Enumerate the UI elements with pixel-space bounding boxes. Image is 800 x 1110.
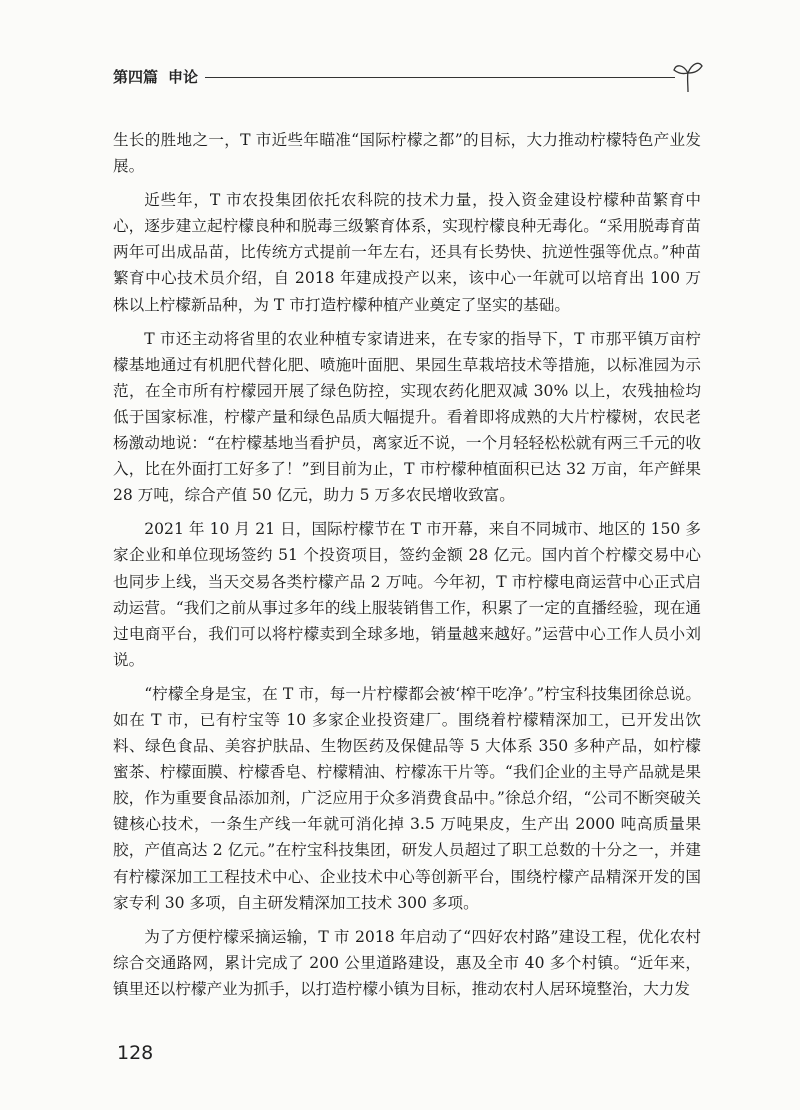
sprout-icon (673, 58, 703, 94)
paragraph-6: 为了方便柠檬采摘运输，T 市 2018 年启动了“四好农村路”建设工程，优化农村综合交通路网，累计完成了 200 公里道路建设，惠及全市 40 多个村镇。“近年来，镇里还以柠檬产业为抓手，以打造柠檬小镇为目标，推动农村人居环境整治，大力发 (113, 927, 701, 998)
article-body (113, 127, 701, 1010)
paragraph-5: “柠檬全身是宝，在 T 市，每一片柠檬都会被‘榨干吃净’。”柠宝科技集团徐总说。如在 T 市，已有柠宝等 10 多家企业投资建厂。围绕着柠檬精深加工，已开发出饮料、绿色食品、美容护肤品、生物医药及保健品等 5 大体系 350 多种产品，如柠檬蜜茶、柠檬面膜、柠檬香皂、柠檬精油、柠檬冻干片等。“我们企业的主导产品就是果胶，作为重要食品添加剂，广泛应用于众多消费食品中。”徐总介绍，“公司不断突破关键核心技术，一条生产线一年就可消化掉 3.5 万吨果皮，生产出 2000 吨高质量果胶，产值高达 2 亿元。”在柠宝科技集团，研发人员超过了职工总数的十分之一，并建有柠檬深加工工程技术中心、企业技术中心等创新平台，围绕柠檬产品精深开发的国家专利 30 多项，自主研发精深加工技术 300 多项。 (113, 684, 701, 912)
page-number: 128 (117, 1042, 154, 1064)
header-part: 第四篇 (113, 68, 159, 86)
paragraph-3: T 市还主动将省里的农业种植专家请进来，在专家的指导下，T 市那平镇万亩柠檬基地通过有机肥代替化肥、喷施叶面肥、果园生草栽培技术等措施，以标准园为示范，在全市所有柠檬园开展了绿色防控，实现农药化肥双减 30% 以上，农残抽检均低于国家标准，柠檬产量和绿色品质大幅提升。看着即将成熟的大片柠檬树，农民老杨激动地说：“在柠檬基地当看护员，离家近不说，一个月轻轻松松就有两三千元的收入，比在外面打工好多了！”到目前为止，T 市柠檬种植面积已达 32 万亩，年产鲜果 28 万吨，综合产值 50 亿元，助力 5 万多农民增收致富。 (113, 329, 701, 505)
paragraph-4: 2021 年 10 月 21 日，国际柠檬节在 T 市开幕，来自不同城市、地区的 150 多家企业和单位现场签约 51 个投资项目，签约金额 28 亿元。国内首个柠檬交易中心也同步上线，当天交易各类柠檬产品 2 万吨。今年初，T 市柠檬电商运营中心正式启动运营。“我们之前从事过多年的线上服装销售工作，积累了一定的直播经验，现在通过电商平台，我们可以将柠檬卖到全球多地，销量越来越好。”运营中心工作人员小刘说。 (113, 520, 701, 669)
paragraph-2: 近些年，T 市农投集团依托农科院的技术力量，投入资金建设柠檬种苗繁育中心，逐步建立起柠檬良种和脱毒三级繁育体系，实现柠檬良种无毒化。“采用脱毒育苗两年可出成品苗，比传统方式提前一年左右，还具有长势快、抗逆性强等优点。”种苗繁育中心技术员介绍，自 2018 年建成投产以来，该中心一年就可以培育出 100 万株以上柠檬新品种，为 T 市打造柠檬种植产业奠定了坚实的基础。 (113, 191, 701, 314)
header-rule (205, 77, 675, 78)
header-label (113, 66, 198, 87)
paragraph-1: 生长的胜地之一，T 市近些年瞄准“国际柠檬之都”的目标，大力推动柠檬特色产业发展。 (113, 131, 701, 176)
header-section: 申论 (168, 68, 199, 86)
running-header (113, 58, 703, 98)
